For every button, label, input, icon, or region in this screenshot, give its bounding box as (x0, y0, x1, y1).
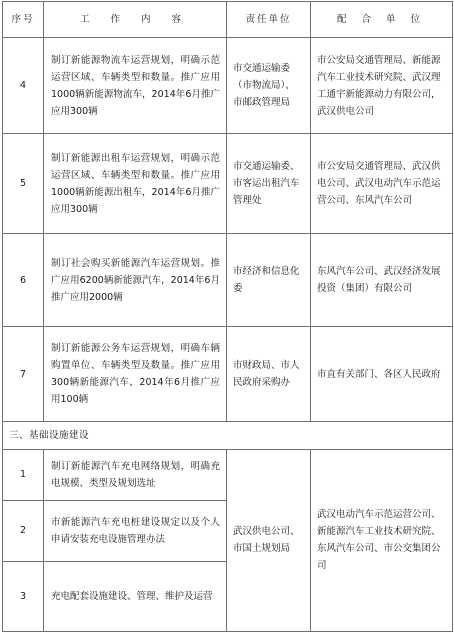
row-num: 5 (3, 134, 44, 234)
section-row (3, 421, 453, 449)
row-cooperating: 市公安局交通管理局、新能源汽车工业技术研究院、武汉理工通宇新能源动力有限公司，武汉供电公司 (311, 38, 453, 134)
table-row (3, 449, 453, 500)
row-cooperating: 市直有关部门、各区人民政府 (311, 327, 453, 421)
row-responsible: 市交通运输委（市物流局）、市邮政管理局 (227, 38, 311, 134)
row-task: 制订社会购买新能源汽车运营规划。推广应用6200辆新能源汽车，2014年6月推广应用2000辆 (44, 234, 227, 327)
row-task: 制订新能源汽车充电网络规划，明确充电规模、类型及规划选址 (44, 449, 227, 500)
row-task: 市新能源汽车充电桩建设规定以及个人申请安装充电设施管理办法 (44, 500, 227, 561)
infra-responsible: 武汉供电公司、市国土规划局 (227, 449, 311, 631)
row-task: 充电配套设施建设、管理、维护及运营 (44, 561, 227, 631)
row-responsible: 市交通运输委、市客运出租汽车管理处 (227, 134, 311, 234)
row-cooperating: 东风汽车公司、武汉经济发展投资（集团）有限公司 (311, 234, 453, 327)
section-title: 三、基础设施建设 (3, 421, 453, 449)
table-row (3, 38, 453, 134)
table-body (3, 38, 453, 632)
row-task: 制订新能源出租车运营规划，明确示范运营区域、车辆类型和数量。推广应用1000辆新能源出租车，2014年6月推广应用300辆 (44, 134, 227, 234)
header-row (3, 2, 453, 38)
row-num: 1 (3, 449, 44, 500)
row-task: 制订新能源物流车运营规划，明确示范运营区域、车辆类型和数量。推广应用1000辆新能源物流车，2014年6月推广应用300辆 (44, 38, 227, 134)
row-num: 7 (3, 327, 44, 421)
row-num: 6 (3, 234, 44, 327)
table-row (3, 234, 453, 327)
row-num: 2 (3, 500, 44, 561)
table-row (3, 134, 453, 234)
row-num: 3 (3, 561, 44, 631)
plan-table (2, 1, 453, 632)
table-row (3, 327, 453, 421)
row-cooperating: 市公安局交通管理局、武汉供电公司、武汉电动汽车示范运营公司、东风汽车公司 (311, 134, 453, 234)
table-header (3, 2, 453, 38)
header-cooperating: 配 合 单 位 (311, 2, 453, 38)
row-task: 制订新能源公务车运营规划，明确车辆购置单位、车辆类型及数量。推广应用300辆新能源汽车，2014年6月推广应用100辆 (44, 327, 227, 421)
row-responsible: 市财政局、市人民政府采购办 (227, 327, 311, 421)
header-responsible: 责任单位 (227, 2, 311, 38)
infra-cooperating: 武汉电动汽车示范运营公司、新能源汽车工业技术研究院、东风汽车公司、市公交集团公司 (311, 449, 453, 631)
row-num: 4 (3, 38, 44, 134)
header-task: 工 作 内 容 (44, 2, 227, 38)
row-responsible: 市经济和信息化委 (227, 234, 311, 327)
header-num: 序号 (3, 2, 44, 38)
